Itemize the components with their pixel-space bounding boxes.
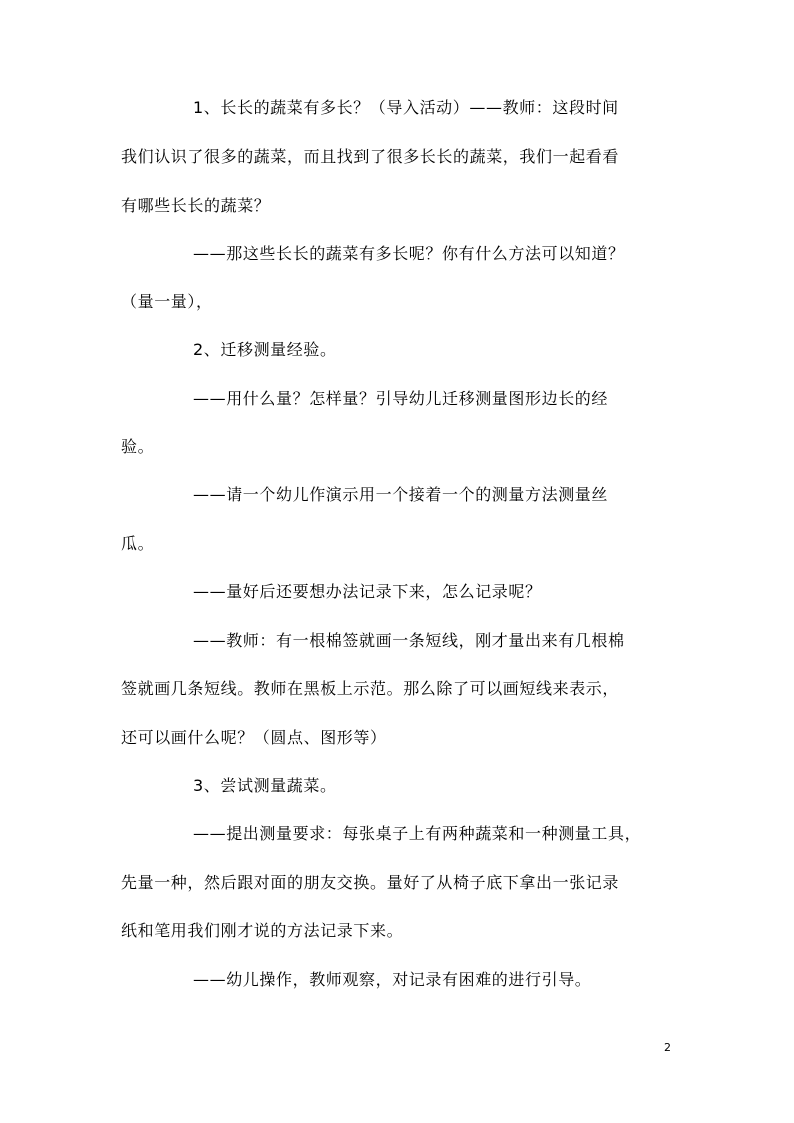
paragraph-line: ——提出测量要求：每张桌子上有两种蔬菜和一种测量工具，	[193, 824, 642, 843]
paragraph-line: ——请一个幼儿作演示用一个接着一个的测量方法测量丝	[193, 485, 609, 504]
paragraph-line: 瓜。	[121, 534, 155, 553]
paragraph-line: ——量好后还要想办法记录下来，怎么记录呢？	[193, 582, 542, 601]
paragraph-line: 纸和笔用我们刚才说的方法记录下来。	[121, 921, 404, 940]
page-number: 2	[664, 1041, 671, 1054]
section-heading: 2、迁移测量经验。	[193, 340, 337, 359]
paragraph-line: ——教师：有一根棉签就画一条短线，刚才量出来有几根棉	[193, 631, 625, 650]
paragraph-line: （量一量），	[121, 292, 213, 311]
paragraph-line: ——那这些长长的蔬菜有多长呢？你有什么方法可以知道？	[193, 244, 625, 263]
section-heading: 3、尝试测量蔬菜。	[193, 776, 337, 795]
paragraph-line: ——幼儿操作，教师观察，对记录有困难的进行引导。	[193, 970, 592, 989]
paragraph-line: 有哪些长长的蔬菜？	[121, 196, 271, 215]
paragraph-line: ——用什么量？怎样量？引导幼儿迁移测量图形边长的经	[193, 389, 609, 408]
paragraph-line: 还可以画什么呢？（圆点、图形等）	[121, 728, 387, 747]
paragraph-line: 我们认识了很多的蔬菜，而且找到了很多长长的蔬菜，我们一起看看	[121, 147, 620, 166]
paragraph-line: 验。	[121, 437, 155, 456]
paragraph-line: 1、长长的蔬菜有多长？（导入活动）——教师：这段时间	[193, 98, 619, 117]
paragraph-line: 签就画几条短线。教师在黑板上示范。那么除了可以画短线来表示，	[121, 679, 620, 698]
paragraph-line: 先量一种，然后跟对面的朋友交换。量好了从椅子底下拿出一张记录	[121, 873, 620, 892]
